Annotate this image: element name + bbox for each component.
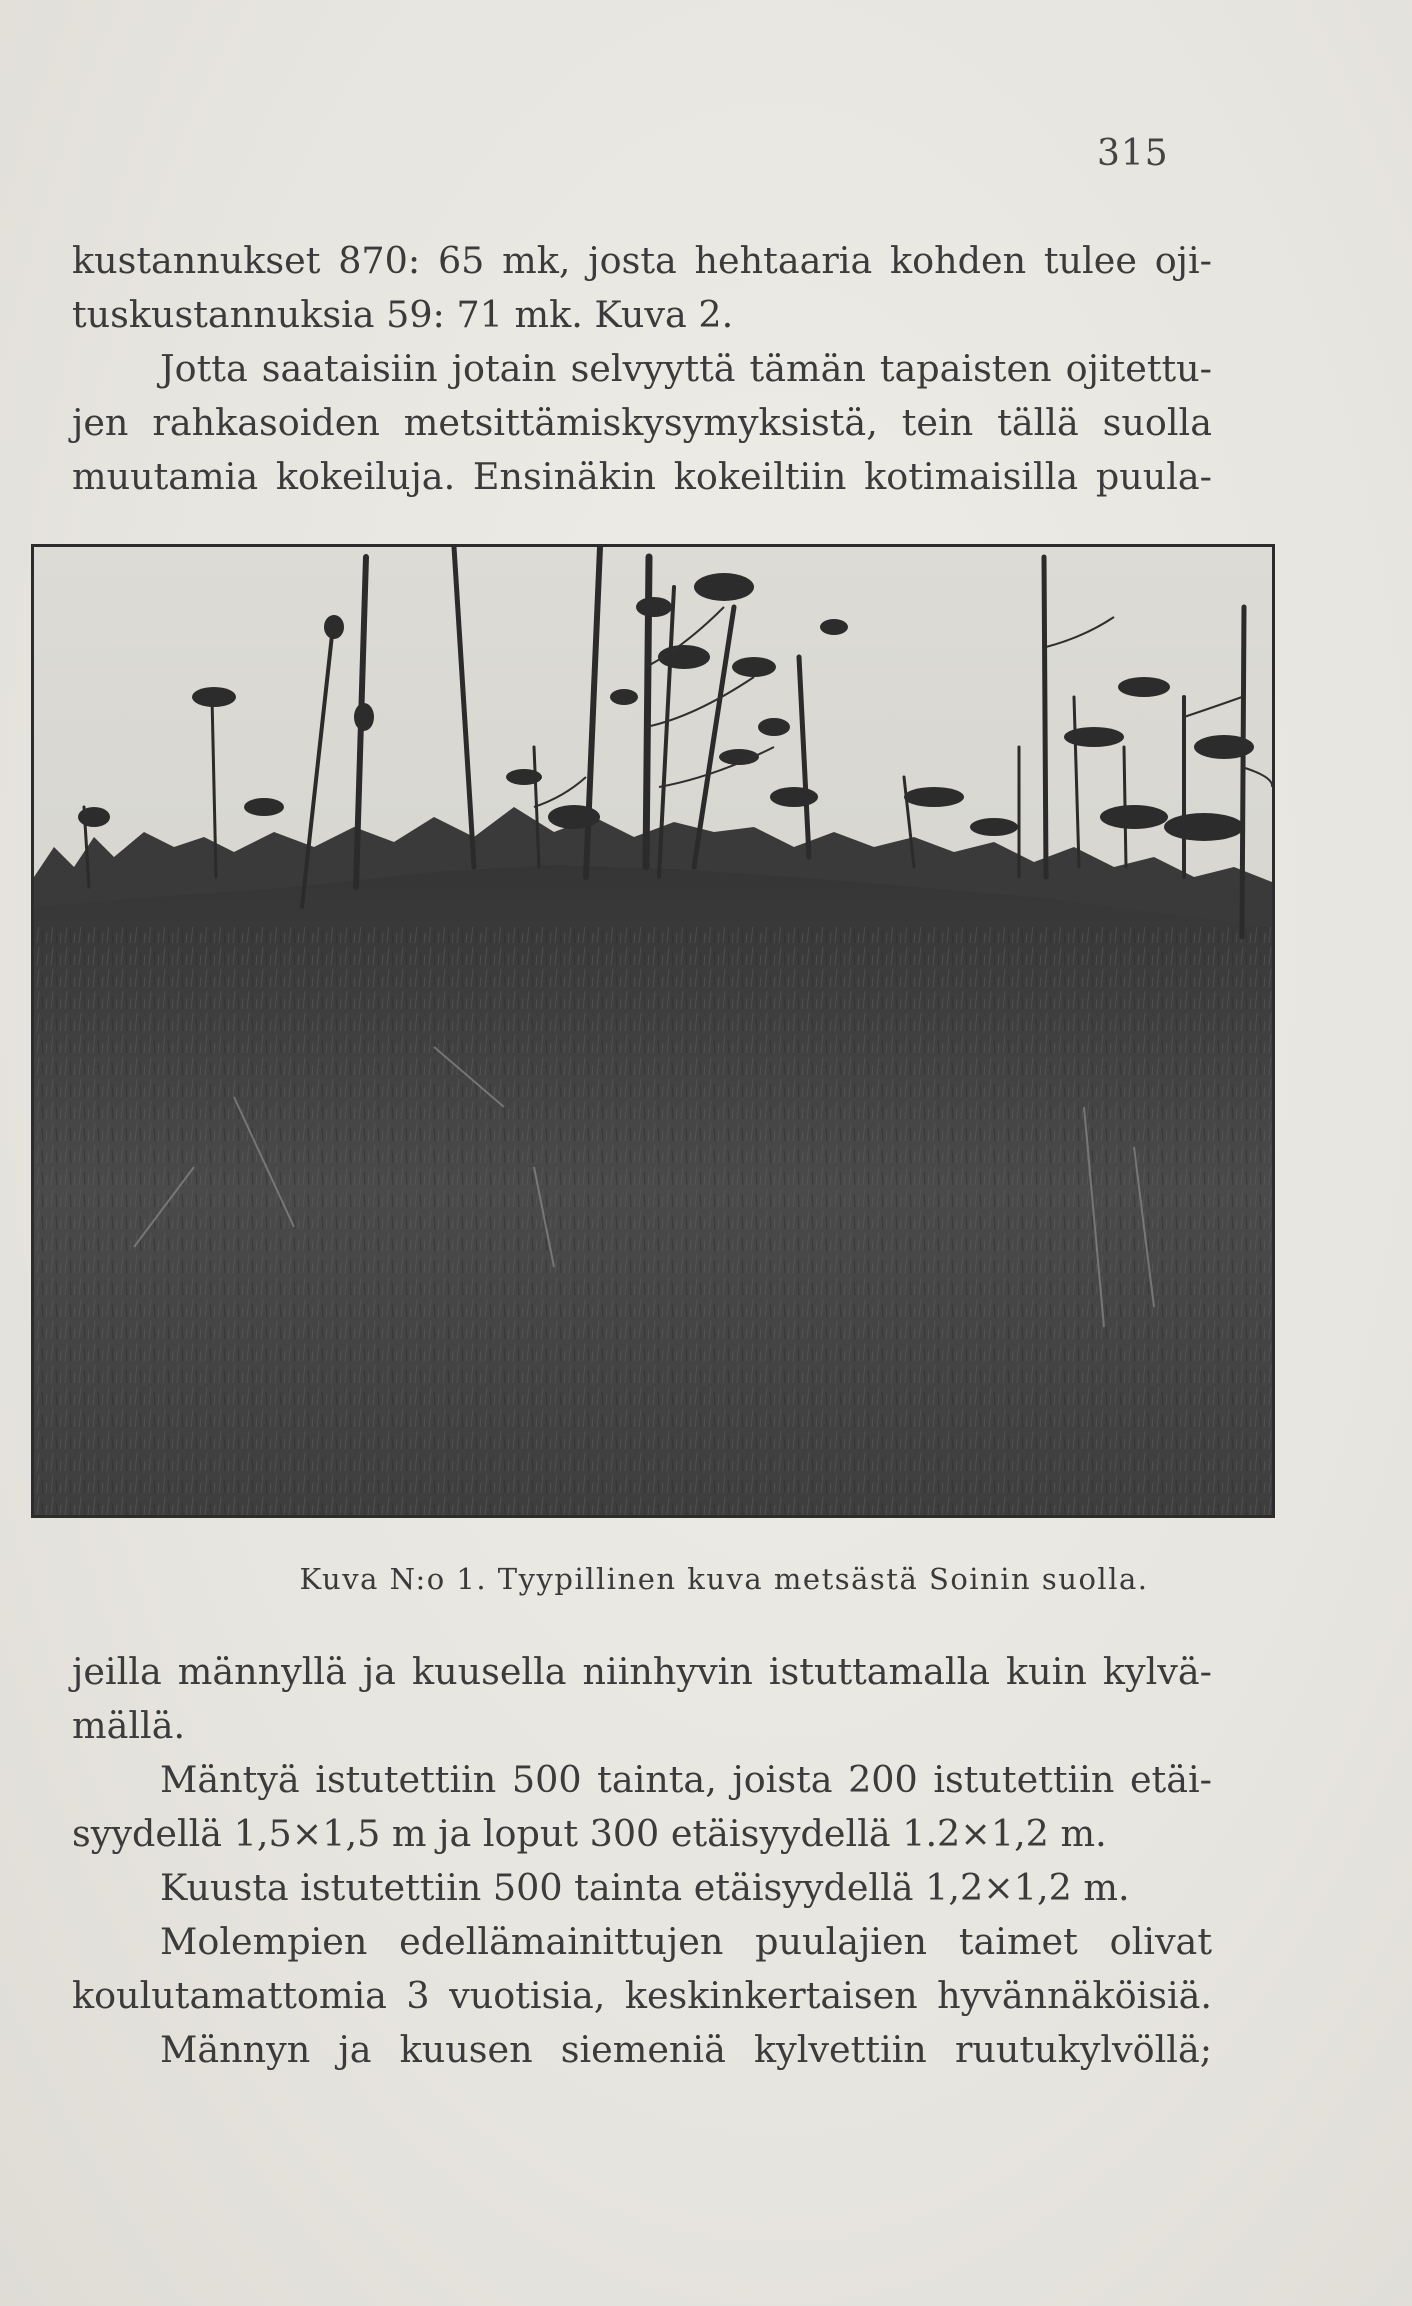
text-line: Jotta saataisiin jotain selvyyttä tämän tapaisten ojitettu- [160,347,1212,390]
text-line: Molempien edellämainittujen puulajien taimet olivat [160,1920,1212,1963]
text-line: kustannukset 870: 65 mk, josta hehtaaria kohden tulee oji- [72,239,1212,282]
text-line: mällä. [72,1704,186,1747]
text-line: jeilla männyllä ja kuusella niinhyvin istuttamalla kuin kylvä- [72,1650,1212,1693]
text-line: Mäntyä istutettiin 500 tainta, joista 200 istutettiin etäi- [160,1758,1212,1801]
text-block-bottom [72,1645,1212,2077]
text-line: muutamia kokeiluja. Ensinäkin kokeiltiin kotimaisilla puula- [72,455,1212,498]
text-line: Kuusta istutettiin 500 tainta etäisyydellä 1,2×1,2 m. [160,1866,1130,1909]
text-block-top [72,234,1212,504]
text-line: jen rahkasoiden metsittämiskysymyksistä, tein tällä suolla [72,401,1212,444]
text-line: Männyn ja kuusen siemeniä kylvettiin ruutukylvöllä; [160,2028,1212,2071]
figure-caption: Kuva N:o 1. Tyypillinen kuva metsästä Soinin suolla. [299,1562,1149,1596]
text-line: koulutamattomia 3 vuotisia, keskinkertaisen hyvännäköisiä. [72,1974,1212,2017]
forest-photograph [31,544,1275,1518]
text-line: syydellä 1,5×1,5 m ja loput 300 etäisyydellä 1.2×1,2 m. [72,1812,1107,1855]
text-line: tuskustannuksia 59: 71 mk. Kuva 2. [72,293,734,336]
page-number: 315 [1097,133,1169,174]
